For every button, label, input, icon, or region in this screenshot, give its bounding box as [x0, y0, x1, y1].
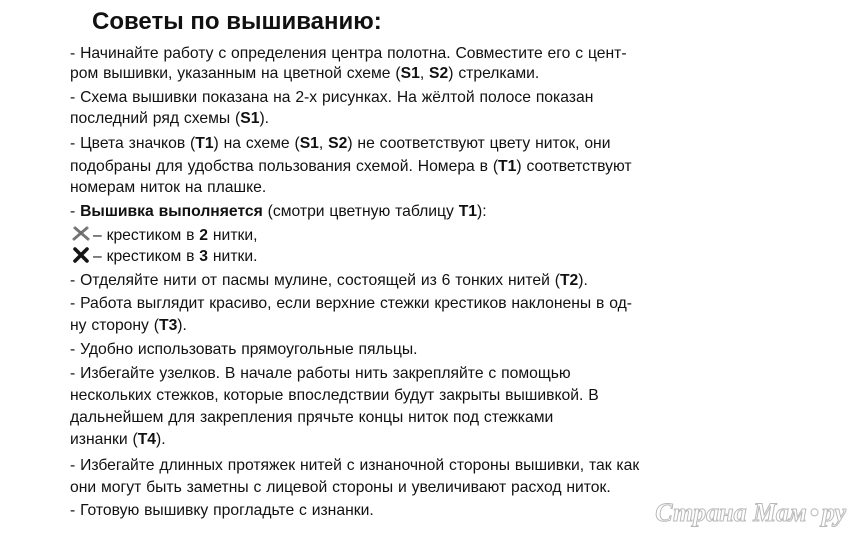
- tip-text: ).: [156, 431, 166, 448]
- tip-text: - Цвета значков (: [70, 135, 196, 152]
- tip-text: - Схема вышивки показана на 2-х рисунках. На жёлтой полосе показан: [70, 89, 594, 106]
- ref-t1: T1: [458, 203, 478, 220]
- tip-text: ) стрелками.: [448, 65, 540, 82]
- watermark-name: Страна Мам: [655, 498, 807, 527]
- tip-text: ):: [477, 203, 487, 220]
- tip-text: ) на схеме (: [213, 135, 300, 152]
- watermark-dot: •: [809, 498, 819, 527]
- tip-text: - Отделяйте нити от пасмы мулине, состоящей из 6 тонких нитей (: [70, 272, 560, 289]
- tip-8-line-2: [70, 386, 599, 406]
- tip-text: (смотри цветную таблицу: [262, 203, 459, 220]
- ref-t2: T2: [559, 272, 579, 289]
- tip-text: ром вышивки, указанным на цветной схеме (: [70, 65, 401, 82]
- tip-text: последний ряд схемы (: [70, 110, 241, 127]
- tip-text: ).: [259, 110, 270, 127]
- page-title: Советы по вышиванию:: [92, 8, 382, 35]
- site-watermark: [655, 499, 846, 527]
- ref-s1: S1: [299, 135, 319, 152]
- tip-text: ,: [318, 135, 329, 152]
- stitch-text: нитки,: [208, 227, 258, 244]
- tip-3-line-2: [70, 157, 632, 177]
- tip-9-line-1: [70, 456, 639, 476]
- tip-4-line-1: [70, 202, 487, 222]
- tip-5-line-1: [70, 271, 588, 291]
- cross-stitch-light-icon: [72, 225, 90, 243]
- stitch-2-threads-line: [72, 225, 258, 246]
- tip-text: ) не соответствуют цвету ниток, они: [347, 135, 611, 152]
- ref-t4: T4: [137, 431, 157, 448]
- ref-s2: S2: [328, 135, 348, 152]
- tip-2-line-1: [70, 88, 593, 108]
- tip-text: ,: [419, 65, 430, 82]
- ref-s1: S1: [400, 65, 420, 82]
- stitch-text: – крестиком в: [93, 227, 200, 244]
- watermark-domain: ру: [821, 498, 846, 527]
- thread-count: 2: [199, 227, 209, 244]
- tip-1-line-2: [70, 64, 539, 84]
- tip-7-line-1: [70, 340, 418, 360]
- tip-text: они могут быть заметны с лицевой стороны и увеличивают расход ниток.: [70, 479, 611, 496]
- tip-text: ну сторону (: [70, 317, 159, 334]
- tip-9-line-2: [70, 478, 611, 498]
- tip-text: нескольких стежков, которые впоследствии будут закрыты вышивкой. В: [70, 387, 599, 404]
- ref-s1: S1: [240, 110, 260, 127]
- tip-text: ).: [578, 272, 588, 289]
- tip-text: - Начинайте работу с определения центра полотна. Совместите его с цент-: [70, 45, 627, 62]
- tip-text: номерам ниток на плашке.: [70, 179, 267, 196]
- emphasis-text: Вышивка выполняется: [80, 203, 263, 220]
- tip-1-line-1: [70, 44, 627, 64]
- tip-6-line-1: [70, 294, 632, 314]
- ref-t1: T1: [195, 135, 214, 152]
- stitch-3-threads-line: [72, 246, 258, 267]
- tip-text: - Готовую вышивку проглад​ьте с изнанки.: [70, 502, 374, 519]
- ref-t1: T1: [498, 158, 517, 175]
- tip-text: - Избегайте длинных протяжек нитей с изнаночной стороны вышивки, так как: [70, 457, 640, 474]
- tip-2-line-2: [70, 109, 269, 129]
- tip-6-line-2: [70, 316, 187, 336]
- tip-8-line-3: [70, 408, 553, 428]
- tip-text: - Удобно использовать прямоугольные пяльцы.: [70, 341, 418, 358]
- stitch-text: нитки.: [208, 248, 258, 265]
- ref-t3: T3: [158, 317, 178, 334]
- tip-text: ) соответствуют: [516, 158, 632, 175]
- stitch-text: – крестиком в: [93, 248, 200, 265]
- tip-10-line-1: [70, 501, 374, 521]
- tip-text: дальнейшем для закрепления прячьте концы ниток под стежками: [70, 409, 554, 426]
- tip-text: ).: [177, 317, 187, 334]
- tip-text: - Работа выглядит красиво, если верхние стежки крестиков наклонены в од-: [70, 295, 633, 312]
- ref-s2: S2: [429, 65, 449, 82]
- tip-3-line-3: [70, 178, 266, 198]
- cross-stitch-dark-icon: [72, 246, 90, 264]
- tip-text: подобраны для удобства пользования схемой. Номера в (: [70, 158, 499, 175]
- tip-text: изнанки (: [70, 431, 138, 448]
- tip-8-line-1: [70, 364, 571, 384]
- tip-3-line-1: [70, 134, 610, 154]
- thread-count: 3: [199, 248, 209, 265]
- tip-text: -: [70, 203, 81, 220]
- tip-8-line-4: [70, 430, 166, 450]
- tip-text: - Избегайте узелков. В начале работы нить закрепляйте с помощью: [70, 365, 571, 382]
